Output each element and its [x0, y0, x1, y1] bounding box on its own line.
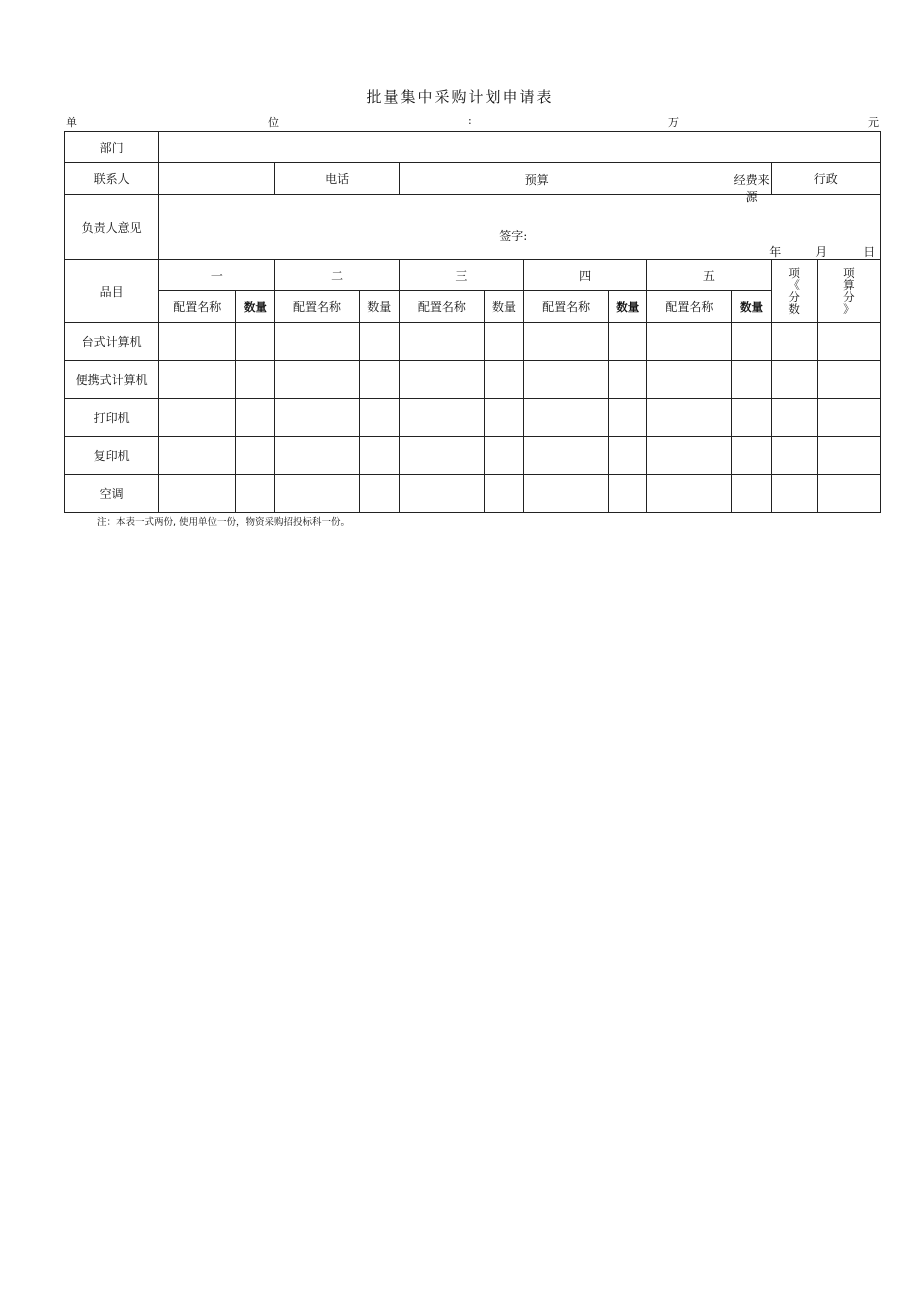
cell[interactable] [275, 399, 359, 437]
cell[interactable] [159, 323, 236, 361]
cell[interactable] [732, 475, 771, 513]
department-field[interactable] [159, 132, 881, 163]
cell[interactable] [236, 475, 275, 513]
config-name-header: 配置名称 [524, 291, 609, 323]
cell[interactable] [159, 399, 236, 437]
cell[interactable] [524, 437, 609, 475]
cell[interactable] [359, 399, 399, 437]
quantity-header: 数量 [484, 291, 523, 323]
opinion-field[interactable] [159, 195, 881, 260]
cell[interactable] [647, 399, 732, 437]
cell[interactable] [359, 323, 399, 361]
signature-label: 签字: [499, 229, 528, 243]
footnote: 注：本表一式两份, 使用单位一份，物资采购招投标科一份。 [97, 517, 351, 528]
group-header: 二 [275, 260, 399, 291]
cell[interactable] [771, 399, 817, 437]
cell[interactable] [771, 475, 817, 513]
unit-colon: : [468, 114, 472, 127]
admin-value: 行政 [771, 163, 880, 195]
contact-label: 联系人 [65, 163, 159, 195]
cell[interactable] [609, 399, 647, 437]
budget-cell[interactable] [399, 163, 771, 204]
date-line [159, 243, 880, 257]
department-label: 部门 [65, 132, 159, 163]
cell[interactable] [359, 475, 399, 513]
day-label: 日 [863, 245, 876, 259]
item-label: 空调 [65, 475, 159, 513]
item-score-header: 项 《 分 数 [771, 260, 817, 323]
quantity-header: 数量 [732, 291, 771, 323]
cell[interactable] [275, 323, 359, 361]
config-name-header: 配置名称 [275, 291, 359, 323]
cell[interactable] [484, 437, 523, 475]
budget-label: 预算 [524, 173, 549, 187]
amount-unit-2: 元 [868, 116, 879, 129]
opinion-label: 负责人意见 [65, 195, 159, 260]
contact-field[interactable] [159, 163, 275, 195]
item-label: 复印机 [65, 437, 159, 475]
unit-label-2: 位 [268, 116, 279, 129]
unit-line [66, 114, 880, 130]
cell[interactable] [236, 399, 275, 437]
cell[interactable] [159, 437, 236, 475]
table-row [65, 323, 881, 361]
cell[interactable] [399, 323, 484, 361]
cell[interactable] [275, 437, 359, 475]
group-header: 三 [399, 260, 523, 291]
quantity-header: 数量 [236, 291, 275, 323]
unit-label-1: 单 [66, 116, 77, 129]
cell[interactable] [484, 475, 523, 513]
items-label: 品目 [65, 260, 159, 323]
config-name-header: 配置名称 [399, 291, 484, 323]
cell[interactable] [159, 475, 236, 513]
cell[interactable] [609, 361, 647, 399]
cell[interactable] [399, 361, 484, 399]
cell[interactable] [484, 361, 523, 399]
item-label: 打印机 [65, 399, 159, 437]
table-row [65, 437, 881, 475]
cell[interactable] [609, 323, 647, 361]
cell[interactable] [484, 323, 523, 361]
cell[interactable] [236, 437, 275, 475]
cell[interactable] [647, 437, 732, 475]
config-name-header: 配置名称 [159, 291, 236, 323]
table-row [65, 475, 881, 513]
form-title: 批量集中采购计划申请表 [366, 88, 554, 106]
cell[interactable] [647, 475, 732, 513]
cell[interactable] [275, 361, 359, 399]
cell[interactable] [524, 361, 609, 399]
cell[interactable] [732, 437, 771, 475]
cell[interactable] [771, 437, 817, 475]
cell[interactable] [399, 437, 484, 475]
month-label: 月 [815, 245, 828, 259]
cell[interactable] [647, 323, 732, 361]
cell[interactable] [817, 323, 880, 361]
cell[interactable] [524, 323, 609, 361]
cell[interactable] [732, 323, 771, 361]
cell[interactable] [484, 399, 523, 437]
cell[interactable] [399, 399, 484, 437]
cell[interactable] [236, 323, 275, 361]
cell[interactable] [817, 361, 880, 399]
quantity-header: 数量 [609, 291, 647, 323]
year-label: 年 [769, 245, 782, 259]
config-name-header: 配置名称 [647, 291, 732, 323]
application-table [64, 131, 881, 513]
cell[interactable] [524, 399, 609, 437]
cell[interactable] [236, 361, 275, 399]
cell[interactable] [609, 437, 647, 475]
fund-source-label: 经费来源 [733, 173, 770, 204]
table-row [65, 399, 881, 437]
cell[interactable] [771, 361, 817, 399]
phone-label: 电话 [275, 163, 399, 195]
cell[interactable] [817, 475, 880, 513]
cell[interactable] [524, 475, 609, 513]
cell[interactable] [732, 361, 771, 399]
cell[interactable] [359, 361, 399, 399]
group-header: 五 [647, 260, 771, 291]
amount-unit-1: 万 [668, 116, 679, 129]
item-label: 便携式计算机 [65, 361, 159, 399]
cell[interactable] [771, 323, 817, 361]
group-header: 一 [159, 260, 275, 291]
cell[interactable] [275, 475, 359, 513]
cell[interactable] [159, 361, 236, 399]
group-header: 四 [524, 260, 647, 291]
item-label: 台式计算机 [65, 323, 159, 361]
cell[interactable] [817, 399, 880, 437]
cell[interactable] [817, 437, 880, 475]
cell[interactable] [732, 399, 771, 437]
cell[interactable] [359, 437, 399, 475]
cell[interactable] [609, 475, 647, 513]
table-row [65, 361, 881, 399]
cell[interactable] [647, 361, 732, 399]
quantity-header: 数量 [359, 291, 399, 323]
budget-score-header: 项 算 分 》 [817, 260, 880, 323]
cell[interactable] [399, 475, 484, 513]
